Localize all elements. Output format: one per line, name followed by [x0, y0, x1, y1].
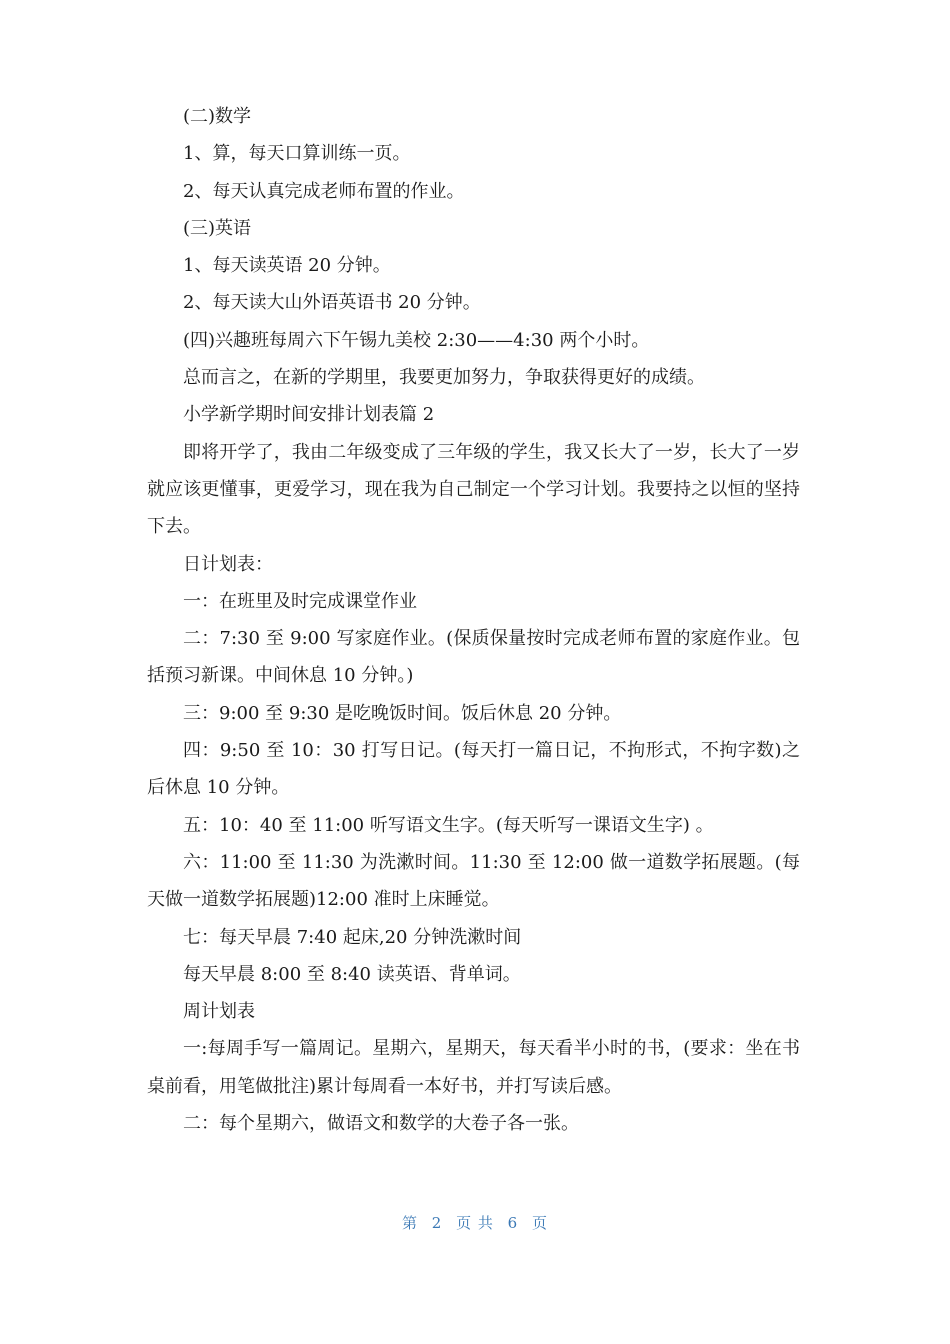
paragraph: 即将开学了，我由二年级变成了三年级的学生，我又长大了一岁，长大了一岁就应该更懂事，更爱学习，现在我为自己制定一个学习计划。我要持之以恒的坚持下去。 [147, 441, 800, 538]
paragraph: 五：10：40 至 11:00 听写语文生字。(每天听写一课语文生字) 。 [183, 814, 714, 836]
paragraph: 七：每天早晨 7:40 起床,20 分钟洗漱时间 [183, 926, 522, 948]
paragraph: 1、每天读英语 20 分钟。 [183, 255, 391, 277]
document-body [147, 98, 800, 1142]
footer-suffix: 页 [532, 1214, 549, 1232]
paragraph: 总而言之，在新的学期里，我要更加努力，争取获得更好的成绩。 [183, 367, 705, 389]
paragraph: 一：在班里及时完成课堂作业 [183, 590, 417, 612]
paragraph: (四)兴趣班每周六下午锡九美校 2:30——4:30 两个小时。 [183, 329, 650, 351]
paragraph: 二：每个星期六，做语文和数学的大卷子各一张。 [183, 1113, 579, 1135]
paragraph: 六：11:00 至 11:30 为洗漱时间。11:30 至 12:00 做一道数学拓展题。(每天做一道数学拓展题)12:00 准时上床睡觉。 [147, 851, 800, 911]
paragraph: 日计划表： [183, 553, 273, 575]
section-heading: 小学新学期时间安排计划表篇 2 [183, 404, 435, 426]
paragraph: 周计划表 [183, 1001, 255, 1023]
paragraph: (二)数学 [183, 106, 252, 127]
page-number-footer [0, 1212, 950, 1233]
footer-middle: 页 共 [456, 1214, 494, 1232]
paragraph: 二：7:30 至 9:00 写家庭作业。(保质保量按时完成老师布置的家庭作业。包括预习新课。中间休息 10 分钟。) [147, 628, 800, 687]
paragraph: 每天早晨 8:00 至 8:40 读英语、背单词。 [183, 963, 521, 985]
paragraph: (三)英语 [183, 217, 252, 239]
footer-prefix: 第 [401, 1214, 418, 1232]
paragraph: 四：9:50 至 10：30 打写日记。(每天打一篇日记，不拘形式，不拘字数)之后休息 10 分钟。 [147, 740, 800, 799]
footer-current-page: 2 [431, 1214, 443, 1232]
paragraph: 2、每天认真完成老师布置的作业。 [183, 180, 465, 202]
paragraph: 一:每周手写一篇周记。星期六，星期天，每天看半小时的书，(要求：坐在书桌前看，用笔做批注)累计每周看一本好书，并打写读后感。 [147, 1038, 800, 1097]
paragraph: 三：9:00 至 9:30 是吃晚饭时间。饭后休息 20 分钟。 [183, 702, 622, 724]
footer-total-pages: 6 [507, 1214, 519, 1232]
paragraph: 2、每天读大山外语英语书 20 分钟。 [183, 292, 481, 314]
paragraph: 1、算，每天口算训练一页。 [183, 143, 411, 165]
